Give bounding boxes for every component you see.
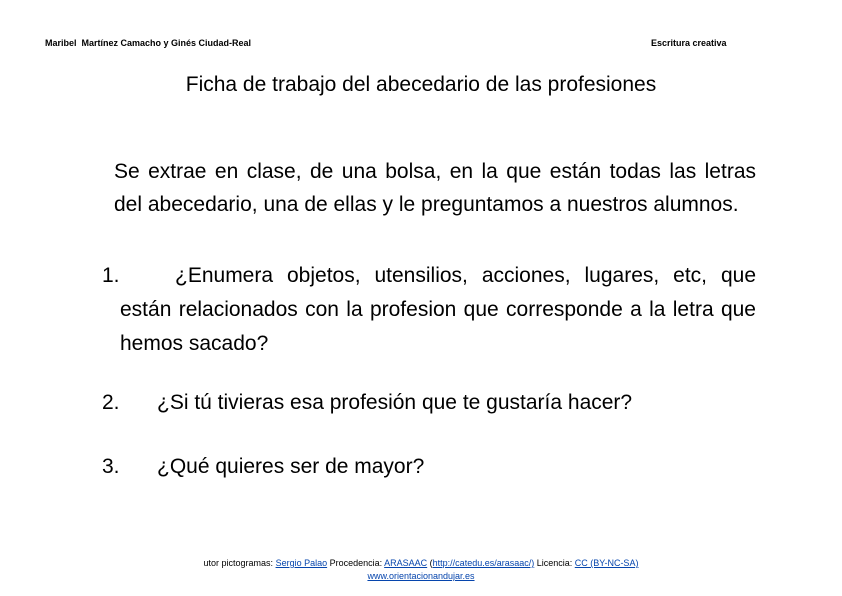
header-section: Escritura creativa xyxy=(651,38,727,48)
question-text-3: ¿Qué quieres ser de mayor? xyxy=(157,455,425,478)
question-number-3: 3. xyxy=(102,455,120,478)
website-link[interactable]: www.orientacionandujar.es xyxy=(367,571,475,581)
question-number-1: 1. xyxy=(102,264,120,287)
header-authors: Maribel Martínez Camacho y Ginés Ciudad-Real xyxy=(45,38,252,48)
license-link[interactable]: CC (BY-NC-SA) xyxy=(574,558,639,568)
intro-paragraph: Se extrae en clase, de una bolsa, en la que están todas las letras del abecedario, una de ellas y le preguntamos a nuestros alumnos. xyxy=(114,160,756,216)
author-link[interactable]: Sergio Palao xyxy=(275,558,328,568)
question-item-1 xyxy=(102,259,756,361)
question-text-2: ¿Si tú tivieras esa profesión que te gustaría hacer? xyxy=(157,391,633,414)
footer-website-line xyxy=(0,570,842,583)
footer-paren-open: ( xyxy=(427,558,433,568)
origin-url-link[interactable]: http://catedu.es/arasaac/) xyxy=(432,558,535,568)
origin-link[interactable]: ARASAAC xyxy=(384,558,428,568)
footer xyxy=(0,557,842,583)
footer-credits xyxy=(0,557,842,570)
question-number-2: 2. xyxy=(102,391,120,414)
footer-license-label: Licencia: xyxy=(534,558,575,568)
footer-origin-label: Procedencia: xyxy=(327,558,385,568)
question-text-1: ¿Enumera objetos, utensilios, acciones, lugares, etc, que están relacionados con la profesion que corresponde a la letra que hemos sacado? xyxy=(120,264,756,355)
footer-prefix: utor pictogramas: xyxy=(203,558,276,568)
page-title: Ficha de trabajo del abecedario de las profesiones xyxy=(185,73,657,96)
